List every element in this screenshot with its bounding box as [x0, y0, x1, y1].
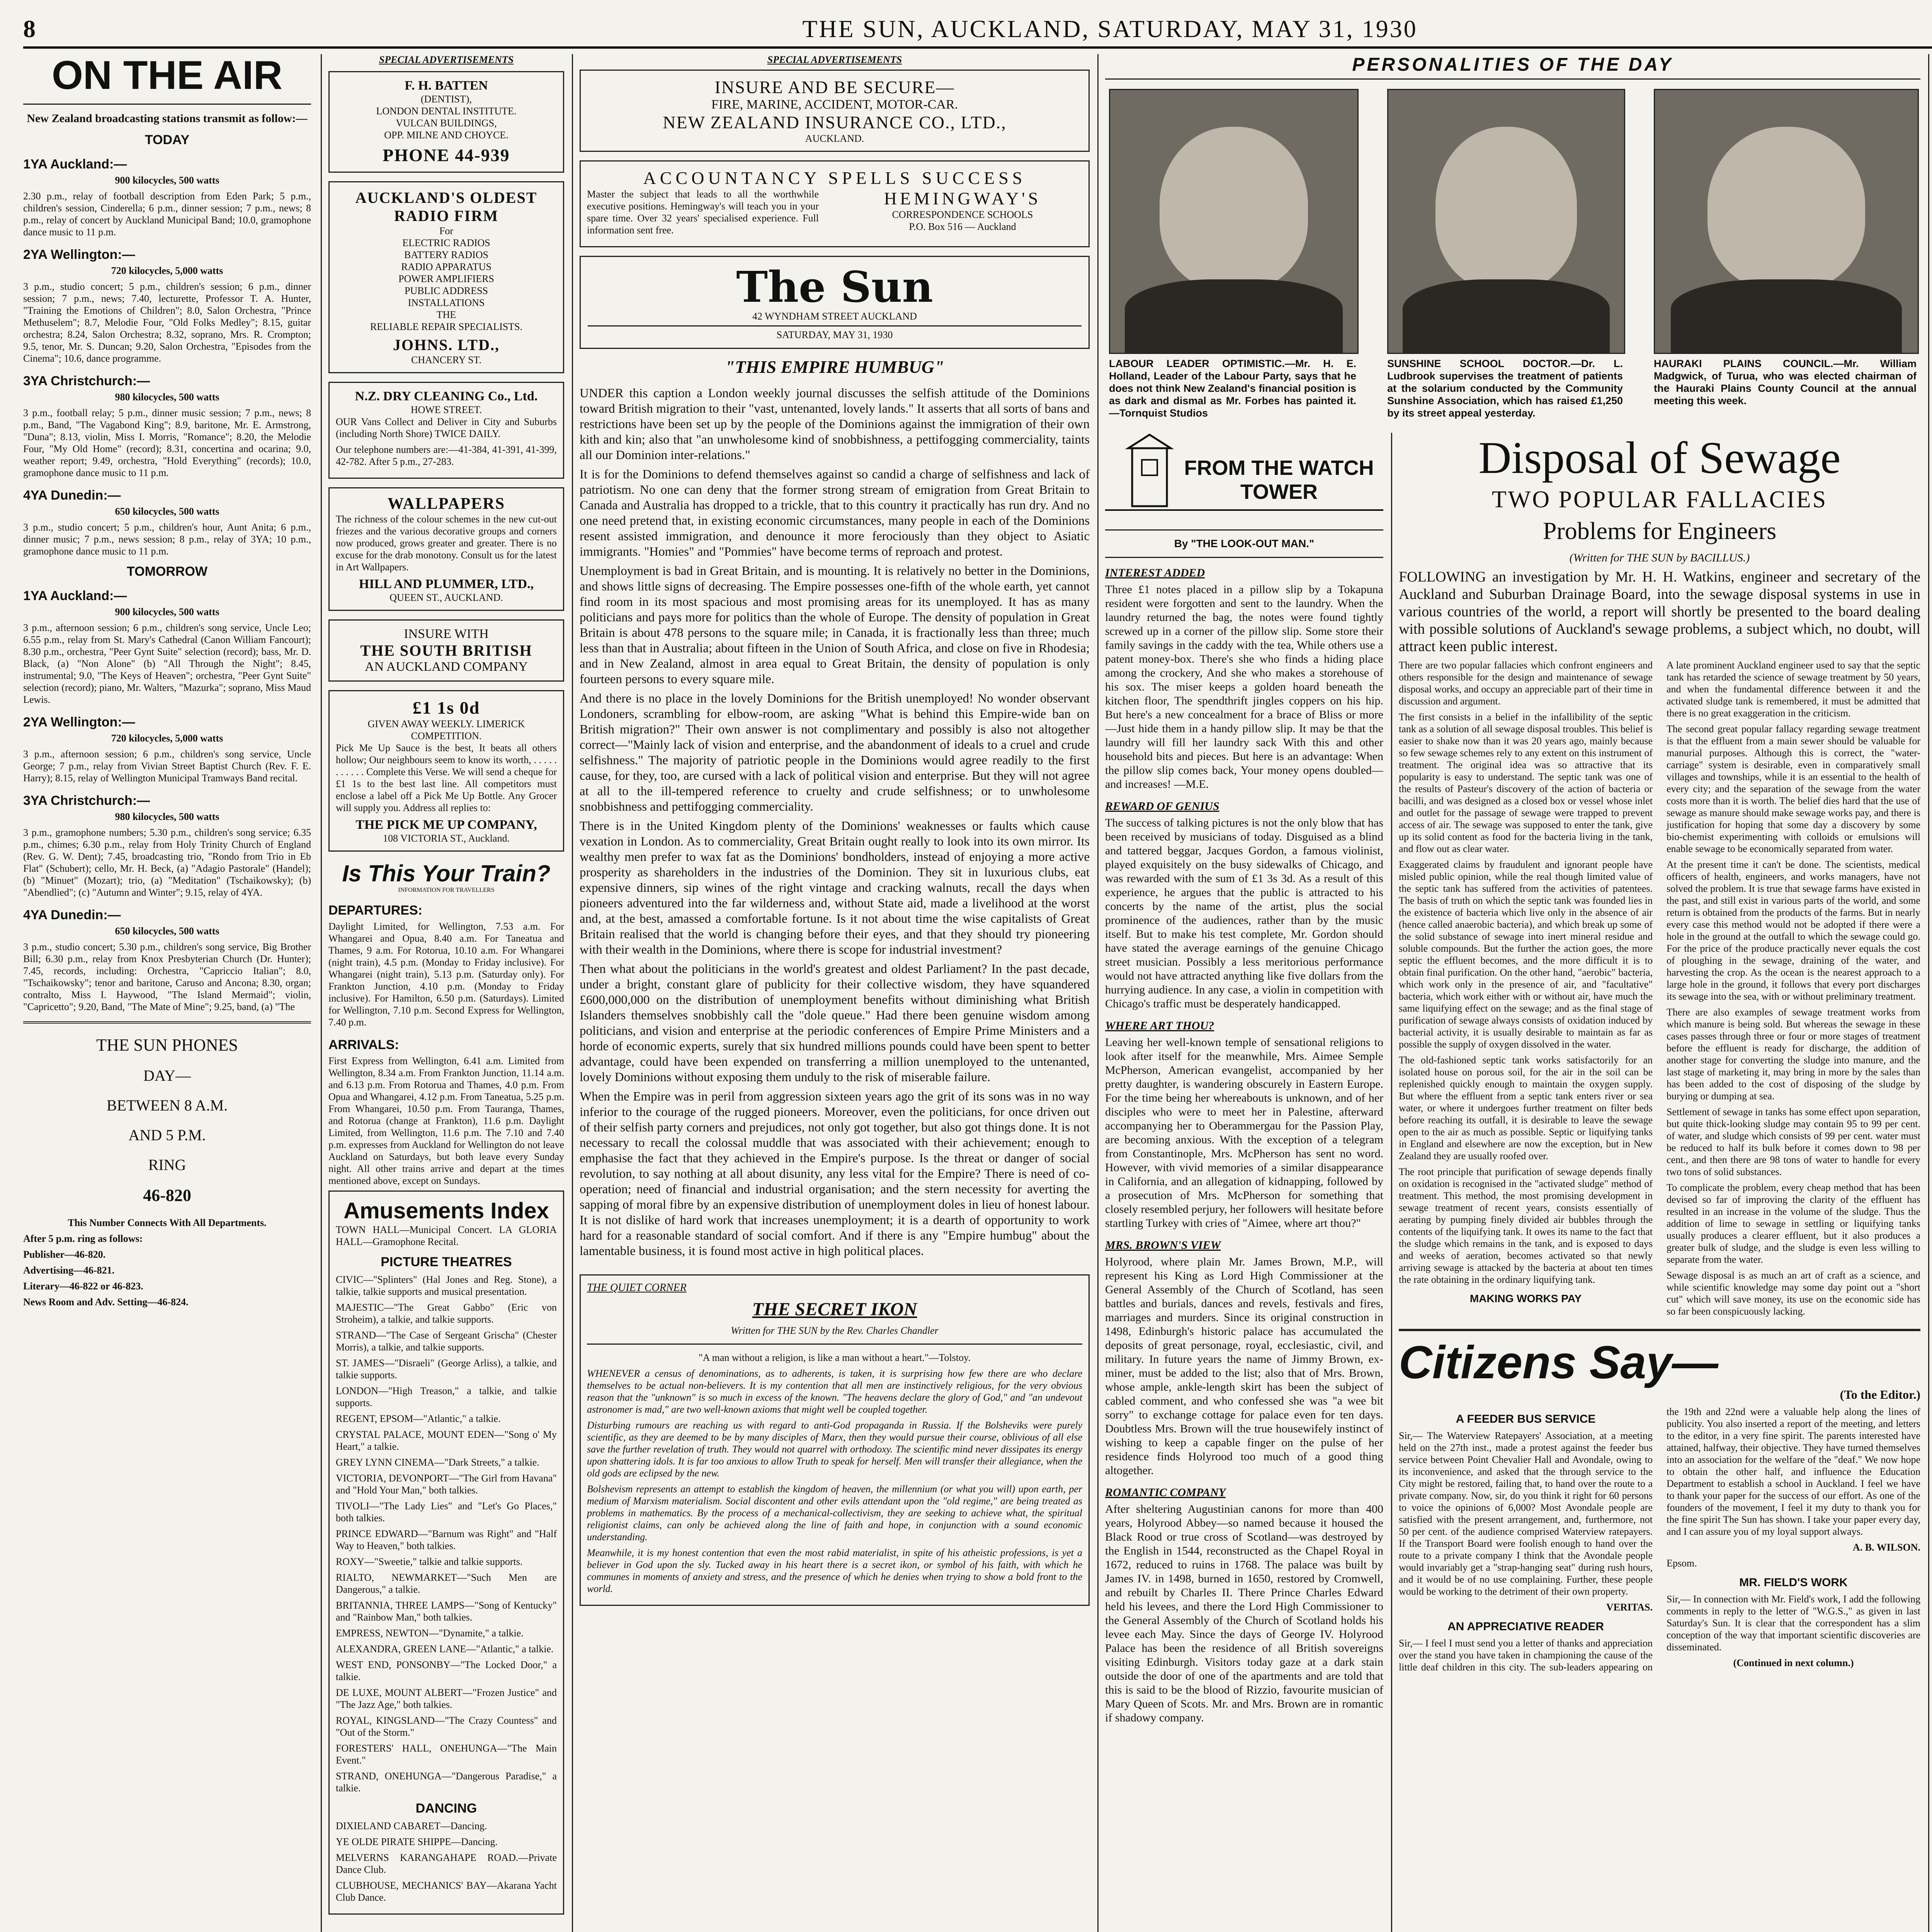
- portrait-ludbrook: [1387, 89, 1625, 354]
- station-programme: 3 p.m., gramophone numbers; 5.30 p.m., children's song service; 6.35 p.m., chimes; 6.30 p.m., relay from Holy Trinity Church of England (Rev. G. W. Dent); 7.45, broadcasting trio, "Rondo from Trio in Eb Flat" (Schubert); cello, Mr. H. Beck, (a) "Adagio Pastorale" (Handel); (b) "Minuet" (Mozart); trio, (a) "Meditation" (Tschaikowsky); (b) "Abendlied"; (c) "Autumn and Winter"; 9.15, relay of 4YA.: [23, 827, 311, 898]
- station-name: 2YA Wellington:—: [23, 715, 135, 730]
- phones-ring: RING: [148, 1156, 186, 1173]
- given-away: GIVEN AWAY WEEKLY. LIMERICK COMPETITION.: [367, 718, 525, 742]
- amusement-item: RIALTO, NEWMARKET—"Such Men are Dangerous," a talkie.: [336, 1572, 557, 1595]
- amusements-title: Amusements Index: [344, 1198, 549, 1223]
- station-list-tomorrow: [23, 588, 311, 1013]
- divider: [1105, 557, 1383, 558]
- insure-with: INSURE WITH: [404, 627, 489, 641]
- section-title: ROMANTIC COMPANY: [1105, 1486, 1226, 1499]
- personalities-title: PERSONALITIES OF THE DAY: [1105, 54, 1920, 80]
- station-block: [23, 488, 311, 557]
- radio-firm: JOHNS. LTD.,: [393, 336, 500, 354]
- letter-text: Sir,— I feel I must send you a letter of thanks and appreciation over the stand you have taken in championing the cause of the little deaf children in this city. The sub-leaders appearing on the 19th and 22nd were a valuable help along the lines of publicity. You also inserted a report of the meeting, and letters to the editor, in a very fine spirit. The parents interested have attained, halfway, their objective. They have turned themselves into an association for the welfare of the "deaf." We now hope to obtain the other half, and influence the Education Department to establish a school in Auckland. I feel we have to thank your paper for the success of our effort. As one of the founders of the movement, I feel it my duty to thank you for the fine spirit The Sun has shown. I take your paper every day, and I can assure you of my loyal support always.: [1399, 1406, 1920, 1673]
- nz-insurance-ad: [580, 70, 1090, 152]
- station-power: 980 kilocycles, 500 watts: [115, 811, 219, 822]
- departures-text: Daylight Limited, for Wellington, 7.53 a.m. For Whangarei and Opua, 8.40 a.m. For Taneatua and Thames, 9 a.m. For Rotorua, 10.10 a.m. For Whangarei (night train), 4.5 p.m. (Monday to Friday inclusive). For Whangarei (night train), 5.13 p.m. (Saturday only). For Frankton Junction, 4.10 p.m. (Monday to Friday inclusive). For Hamilton, 6.50 p.m. (Saturdays). Limited for Wellington, 7.10 p.m. Second Express for Wellington, 7.40 p.m.: [328, 921, 564, 1028]
- section-title: REWARD OF GENIUS: [1105, 800, 1219, 813]
- tomorrow-label: TOMORROW: [126, 564, 207, 579]
- radio-line: THE: [436, 309, 456, 320]
- auckland-company: AN AUCKLAND COMPANY: [365, 660, 528, 674]
- train-info: [328, 860, 564, 1187]
- dancing-item: MELVERNS KARANGAHAPE ROAD.—Private Dance Club.: [336, 1852, 557, 1875]
- radio-address: CHANCERY ST.: [411, 354, 482, 366]
- sun-phones-box: [23, 1035, 311, 1308]
- amusements-top: TOWN HALL—Municipal Concert. LA GLORIA HALL—Gramophone Recital.: [336, 1224, 557, 1247]
- letter-signature: VERITAS.: [1606, 1602, 1653, 1613]
- arrivals-label: ARRIVALS:: [328, 1037, 399, 1052]
- insure-line: FIRE, MARINE, ACCIDENT, MOTOR-CAR.: [711, 97, 958, 112]
- phone-line: Advertising—46-821.: [23, 1265, 115, 1276]
- watch-tower-logo: [1105, 433, 1383, 531]
- dentist-phone: PHONE 44-939: [383, 145, 510, 165]
- amusement-item: REGENT, EPSOM—"Atlantic," a talkie.: [336, 1413, 501, 1424]
- sewage-paragraph: Sewage disposal is as much an art of craft as a science, and while scientific knowledge may some day point out a "short cut" which will save money, its use on the economic side has so far been conspicuously lacking.: [1667, 1270, 1920, 1317]
- radio-line: INSTALLATIONS: [408, 297, 485, 308]
- amusement-item: DE LUXE, MOUNT ALBERT—"Frozen Justice" and "The Jazz Age," both talkies.: [336, 1687, 557, 1710]
- phones-note: This Number Connects With All Departments.: [68, 1217, 267, 1228]
- station-name: 3YA Christchurch:—: [23, 793, 150, 808]
- secret-ikon-box: [580, 1274, 1090, 1606]
- prize-amount: £1 1s 0d: [412, 698, 480, 718]
- station-power: 650 kilocycles, 500 watts: [115, 925, 219, 937]
- pick-address: 108 VICTORIA ST., Auckland.: [383, 833, 510, 844]
- ikon-quote: "A man without a religion, is like a man without a heart."—Tolstoy.: [699, 1352, 971, 1363]
- departures-label: DEPARTURES:: [328, 903, 423, 918]
- section-text: Leaving her well-known temple of sensational religions to look after itself for the meanwhile, Mrs. Aimee Semple McPherson, American evangelist, accompanied by her pretty daughter, is wandering obscurely in Eastern Europe. For the time being her whereabouts is unknown, and of her disciples who were to meet her in Palestine, afterward accompanying her to Oberammergau for the Passion Play, are becoming anxious. With the exception of a telegram from Constantinople, Mrs. McPherson has sent no word. However, with vivid memories of a similar disappearance in California, and an allegation of kidnapping, followed by a prosecution of Mrs. McPherson for something that closely resembled perjury, her followers will hesitate before startling Turkey with cries of "Aimee, where art thou?": [1105, 1036, 1383, 1230]
- station-power: 980 kilocycles, 500 watts: [115, 391, 219, 403]
- sewage-sub1: TWO POPULAR FALLACIES: [1492, 486, 1828, 513]
- dry-cleaning-ad: [328, 382, 564, 479]
- south-british: THE SOUTH BRITISH: [360, 642, 532, 659]
- editorial-paragraph: It is for the Dominions to defend themselves against so candid a charge of selfishness and lack of patriotism. No one can deny that the former strong stream of emigration from Great Britain to Canada and Australia has dropped to a trickle, that to this country it practically has run dry. And no one need pretend that, in existing economic circumstances, many people in each of the Dominions resent assisted immigration, and denounce it more ferociously than they object to Asiatic immigrants. "Homies" and "Pommies" have become terms of reproach and protest.: [580, 468, 1090, 559]
- station-programme: 3 p.m., afternoon session; 6 p.m., children's song service, Uncle Leo; 6.55 p.m., relay from St. Mary's Cathedral (Canon William Fancourt); 8.30 p.m., orchestra, "Peer Gynt Suite" selection (record); bass, Mr. D. Black, (a) "Non Alone" (b) "All Through the Night"; 8.45, instrumental; 9.0, "The Keys of Heaven"; orchestra, "Peer Gynt Suite" selection (record); piano, Mr. Walters, "Mazurka"; soprano, Miss Maud Lewis.: [23, 622, 311, 705]
- train-subtitle: INFORMATION FOR TRAVELLERS: [398, 887, 495, 893]
- insure-line: INSURE AND BE SECURE—: [714, 77, 955, 97]
- station-name: 4YA Dunedin:—: [23, 488, 121, 503]
- on-the-air-column: [23, 54, 311, 1932]
- letter-text: Sir,— In connection with Mr. Field's work, I add the following comments in reply to the letter of "W.G.S.," as given in last Saturday's Sun. It is clear that the correspondent has a slim conception of the way that important scientific discoveries are disseminated.: [1667, 1594, 1920, 1653]
- editorial-column: [580, 54, 1090, 1932]
- amusement-item: ROXY—"Sweetie," talkie and talkie supports.: [336, 1556, 523, 1567]
- divider: [587, 1344, 1082, 1345]
- radio-line: RELIABLE REPAIR SPECIALISTS.: [370, 321, 523, 332]
- wall-title: WALLPAPERS: [388, 495, 505, 513]
- radio-title: AUCKLAND'S OLDEST RADIO FIRM: [355, 189, 537, 224]
- section-text: After sheltering Augustinian canons for more than 400 years, Holyrood Abbey—so named because it housed the Black Rood or true cross of Scotland—was destroyed by the English in 1544, reconstructed as the Chapel Royal in 1672, reduced to ruins in 1768. The palace was built by James IV. in 1498, burned in 1650, restored by Cromwell, and rebuilt by Charles II. There Prince Charles Edward held his levees, and there the Lord High Commissioner to the General Assembly of the Church of Scotland holds his levee each May. Since the days of George IV. Holyrood Palace has been the residence of all British sovereigns visiting Edinburgh. Visitors today gaze at a dark stain outside the door of one of the apartments and are told that this is said to be the blood of Rizzio, favourite musician of Mary Queen of Scots. Mr. and Mrs. Brown are in romantic if shadowy company.: [1105, 1503, 1383, 1724]
- station-programme: 3 p.m., football relay; 5 p.m., dinner music session; 7 p.m., news; 8 p.m., Band, "The Vagabond King"; 8.9, baritone, Mr. E. Armstrong, "Duna"; 8.13, violin, Miss I. Morris, "Romance"; 8.20, the Melodie Four, "My Old Home" (record); 8.31, concertina and ocarina; 9.0, weather report; 9.49, orchestra, "Hold Everything" (records); 10.0, gramophone dance music to 11 p.m.: [23, 407, 311, 478]
- dancing-item: DIXIELAND CABARET—Dancing.: [336, 1820, 487, 1832]
- column-rule: [572, 54, 573, 1932]
- amusement-item: ROYAL, KINGSLAND—"The Crazy Countess" and "Out of the Storm.": [336, 1715, 557, 1738]
- station-block: [23, 793, 311, 898]
- portrait-holland: [1109, 89, 1359, 354]
- special-ads-header: SPECIAL ADVERTISEMENTS: [379, 54, 514, 65]
- dentist-building: VULCAN BUILDINGS,: [396, 117, 497, 129]
- continued-note: (Continued in next column.): [1733, 1657, 1854, 1668]
- pick-company: THE PICK ME UP COMPANY,: [355, 818, 537, 832]
- station-name: 3YA Christchurch:—: [23, 374, 150, 388]
- pick-me-up-ad: [328, 690, 564, 852]
- station-block: [23, 157, 311, 238]
- editorial-paragraph: There is in the United Kingdom plenty of the Dominions' weaknesses or faults which cause vexation in London. As to commerciality, Great Britain ought really to look into its own mirror. Its wealthy men prefer to wax fat as the Dominions' bondholders, instead of enjoying a more active prosperity as shareholders in the industries of the Dominion. They sit in luxurious clubs, eat expensive dinners, sip wines of the right vintage and cracking walnuts, recall the days when pioneers adventured into the far wilderness and, without State aid, made a livelihood at the worst and, at the best, amassed a comfortable fortune. Is it not about time the wise capitalists of Great Britain realised that the world is changing before their eyes, and that they should try pioneering with their wealth in the Dominions, where there is scope for industrial investment?: [580, 819, 1090, 957]
- station-power: 900 kilocycles, 500 watts: [115, 606, 219, 617]
- sewage-paragraph: There are also examples of sewage treatment works from which manure is being sold. But whereas the sewage in these cases passes through three or four or more stages of treatment before the effluent is ready for discharge, the addition of another stage for converting the sludge into manure, and the last stage of marketing it, may bring in more by the sales than has been added to the cost of disposing of the sludge by burying or dumping at sea.: [1667, 1007, 1920, 1102]
- section-text: The success of talking pictures is not the only blow that has been received by musicians of today. Disguised as a blind and tattered beggar, Jacques Gordon, a famous violinist, played exquisitely on the busy sidewalks of Chicago, and was rewarded with the sum of £1 3s 3d. As a result of this experience, he argues that the public is attracted to his concerts by the name of the artist, plus the social prominence of the audiences, rather than by the music itself. But to make his test complete, Mr. Gordon should have stated the average earnings of the genuine Chicago street musician. Possibly a less meritorious performance would not have attracted anything like five dollars from the hurrying audience. In any case, a violin in competition with Chicago's traffic must be desperately handicapped.: [1105, 816, 1383, 1010]
- amusement-item: TIVOLI—"The Lady Lies" and "Let's Go Places," both talkies.: [336, 1500, 557, 1524]
- sewage-paragraph: The old-fashioned septic tank works satisfactorily for an isolated house on porous soil, for the air in the soil can be replenished quickly enough to maintain the oxygen supply. But where the effluent from a septic tank enters river or sea water, or where it undergoes further treatment on filter beds before reaching its outfall, it is desirable to leave the sewage open to the air as much as possible. Septic or liquifying tanks in England and elsewhere are now the exception, but in New Zealand they are usually roofed over.: [1399, 1054, 1653, 1162]
- divider: [23, 1021, 311, 1024]
- sewage-paragraph: The second great popular fallacy regarding sewage treatment is that the effluent from a main sewer should be valuable for manurial purposes. Although this is correct, the "water-carriage" system is desirable, even in comparatively small villages and townships, while it is an essential to the health of every city; and the separation of the sewage from the water costs more than it is worth. The belief dies hard that the use of sewage as manure should make sewage works pay, and there is justification for hoping that some day a discovery by some bio-chemist experimenting with colloids or emulsions will enable sewage to be economically separated from water.: [1667, 723, 1920, 854]
- ikon-paragraph: WHENEVER a census of denominations, as to adherents, is taken, it is surprising how few there are who declare themselves to be actual non-believers. It is my contention that all men are instinctively religious, for the very obvious reason that the "unknown" is so much in excess of the known. "The heavens declare the glory of God," and "an undevout astronomer is mad," are two well-known axioms that might well be coupled together.: [587, 1368, 1082, 1415]
- station-block: [23, 374, 311, 479]
- station-block: [23, 715, 311, 784]
- logo-address: 42 WYNDHAM STREET AUCKLAND: [752, 311, 917, 322]
- masthead-title: THE SUN, AUCKLAND, SATURDAY, MAY 31, 1930: [802, 15, 1418, 43]
- editorial-paragraph: When the Empire was in peril from aggression sixteen years ago the grit of its sons was in no way inferior to the courage of the rugged pioneers. Moreover, even the politicians, for once driven out of their selfish party corners and prejudices, not only got together, but also got things done. It is not necessary to recall the colossal muddle that was associated with their achievement; enough to emphasise the fact that they achieved in the Empire's purpose. Is the threat or danger of social revolution, to say nothing at all about disunity, any less vital for the Empire? There is need of co-operation; need of financial and industrial organisation; and the stern necessity for averting the sapping of moral fibre by an expensive distribution of unemployment doles in lieu of honest labour. It is not dislike of hard work that increases unemployment; it is a dearth of opportunity to work hard for a reasonable standard of social comfort. And if there is any "Empire humbug" about the lamentable business, it is found most active in high political places.: [580, 1090, 1090, 1258]
- acct-firm: HEMINGWAY'S: [884, 189, 1041, 208]
- editorial-paragraph: UNDER this caption a London weekly journal discusses the selfish attitude of the Dominions toward British migration to their "vast, untenanted, lovely lands." It asserts that all sorts of bans and restrictions have been set up by the people of the Dominions against the immigration of their own kith and kin; also that "an unwholesome kind of snobbishness, a pettifogging commerciality, taints all our Dominion inter-relations.": [580, 386, 1090, 462]
- watch-tower-byline: By "THE LOOK-OUT MAN.": [1174, 537, 1315, 549]
- phones-number: 46-820: [143, 1186, 191, 1205]
- station-block: [23, 908, 311, 1013]
- phones-and: AND 5 P.M.: [128, 1126, 206, 1144]
- personalities-section: [1105, 54, 1920, 80]
- caption-madgwick: HAURAKI PLAINS COUNCIL.—Mr. William Madgwick, of Turua, who was elected chairman of the Hauraki Plains County Council at the annual meeting this week.: [1654, 358, 1917, 406]
- editorial-paragraph: Then what about the politicians in the world's greatest and oldest Parliament? In the past decade, under a bright, constant glare of publicity for their collective wisdom, they have squandered £600,000,000 on the distribution of unemployment benefits without diminishing what British Islanders themselves snobbishly call the "dole queue." Had there been genuine wisdom among politicians, and vision and enterprise at the periodic conferences of Empire Prime Ministers and a horde of economic experts, surely that six hundred millions pounds could have been spent to better advantage, could have been expended on transferring a million unemployed to the untenanted, lovely Dominions without exposing them unduly to the risk of miserable failure.: [580, 962, 1090, 1084]
- citizens-say-section: [1399, 1329, 1920, 1673]
- picture-theatres: PICTURE THEATRES: [381, 1255, 512, 1269]
- special-ads-header: SPECIAL ADVERTISEMENTS: [767, 54, 902, 65]
- page-number: 8: [23, 15, 36, 43]
- station-name: 2YA Wellington:—: [23, 247, 135, 262]
- dentist-institute: LONDON DENTAL INSTITUTE.: [376, 105, 517, 117]
- dry-address: HOWE STREET.: [410, 404, 482, 415]
- sewage-intro: FOLLOWING an investigation by Mr. H. H. Watkins, engineer and secretary of the Auckland and Suburban Drainage Board, into the sewage disposal systems in use in various countries of the world, a report will shortly be presented to the board dealing with possible solutions of Auckland's sewage problems, a subject which, no doubt, will attract keen public interest.: [1399, 569, 1920, 655]
- station-name: 1YA Auckland:—: [23, 588, 127, 603]
- letter-title: AN APPRECIATIVE READER: [1447, 1620, 1604, 1633]
- dancing-item: CLUBHOUSE, MECHANICS' BAY—Akarana Yacht Club Dance.: [336, 1880, 557, 1903]
- dancing-label: DANCING: [415, 1801, 477, 1816]
- dentist-address: OPP. MILNE AND CHOYCE.: [384, 129, 509, 141]
- station-programme: 2.30 p.m., relay of football description from Eden Park; 5 p.m., children's session, Cinderella; 6 p.m., dinner session; 7 p.m., news; 8 p.m., relay of concert by Auckland Municipal Band; 10.0, gramophone dance music to 11 p.m.: [23, 190, 311, 238]
- dentist-title: (DENTIST),: [420, 94, 472, 105]
- station-name: 1YA Auckland:—: [23, 157, 127, 172]
- logo-date: SATURDAY, MAY 31, 1930: [588, 325, 1082, 341]
- amusement-item: STRAND—"The Case of Sergeant Grischa" (Chester Morris), a talkie, and talkie supports.: [336, 1330, 557, 1353]
- amusement-item: MAJESTIC—"The Great Gabbo" (Eric von Stroheim), a talkie, and talkie supports.: [336, 1302, 557, 1325]
- station-block: [23, 588, 311, 706]
- broadcast-intro: New Zealand broadcasting stations transmit as follow:—: [27, 112, 308, 125]
- phones-day: DAY—: [143, 1067, 191, 1084]
- letter-signature: A. B. WILSON.: [1852, 1542, 1920, 1553]
- limerick-text: Pick Me Up Sauce is the best, It beats all others hollow; Our neighbours seem to know its worth, . . . . . . . . . . . Complete this Verse. We will send a cheque for £1 1s to the best last line. All competitors must enclose a label off a Pick Me Up Bottle. Any Grocer will supply you. Address all replies to:: [336, 742, 557, 813]
- today-label: TODAY: [145, 133, 190, 147]
- radio-line: PUBLIC ADDRESS: [405, 285, 488, 296]
- sewage-byline: (Written for THE SUN by BACILLUS.): [1569, 551, 1750, 564]
- sun-logo: The Sun: [736, 262, 933, 312]
- amusement-item: EMPRESS, NEWTON—"Dynamite," a talkie.: [336, 1628, 524, 1639]
- editorial-title: "THIS EMPIRE HUMBUG": [725, 357, 944, 377]
- acct-text: Master the subject that leads to all the worthwhile executive positions. Hemingway's will teach you in your spare time. Over 32 years' specialised experience. Full information sent free.: [587, 189, 819, 236]
- amusement-item: FORESTERS' HALL, ONEHUNGA—"The Main Event.": [336, 1743, 557, 1766]
- station-name: 4YA Dunedin:—: [23, 908, 121, 922]
- amusement-item: VICTORIA, DEVONPORT—"The Girl from Havana" and "Hold Your Man," both talkies.: [336, 1473, 557, 1496]
- amusement-item: STRAND, ONEHUNGA—"Dangerous Paradise," a talkie.: [336, 1770, 557, 1794]
- caption-ludbrook: SUNSHINE SCHOOL DOCTOR.—Dr. L. Ludbrook supervises the treatment of patients at the solarium conducted by the Community Sunshine Association, which has raised £1,250 by its street appeal yesterday.: [1387, 358, 1623, 419]
- portrait-madgwick: [1654, 89, 1919, 354]
- sewage-paragraph: There are two popular fallacies which confront engineers and others responsible for the design and maintenance of sewage disposal works, and occupy an appreciable part of their time in discussion and argument.: [1399, 660, 1653, 707]
- hemingway-ad: [580, 160, 1090, 247]
- dry-title: N.Z. DRY CLEANING Co., Ltd.: [355, 389, 538, 403]
- on-the-air-heading: ON THE AIR: [51, 54, 283, 98]
- south-british-ad: [328, 619, 564, 682]
- amusement-item: WEST END, PONSONBY—"The Locked Door," a talkie.: [336, 1659, 557, 1682]
- sewage-paragraph: Exaggerated claims by fraudulent and ignorant people have misled public opinion, while the real though limited value of the septic tank has suffered from the activities of patentees. The basis of truth on which the septic tank was founded lies in the existence of bacteria which live only in the absence of air (hence called anaerobic bacteria), and which break up some of the solid substance of sewage into inert mineral residue and soluble compounds. But the further the action goes, the more septic the effluent becomes, and the more difficult it is to obtain final purification. On the other hand, "aerobic" bacteria, which work only in the presence of air, and "facultative" bacteria, which work either with or without air, have much the same liquifying effect on the sewage; and as the final stage of purification of sewage always consists of oxidation induced by bacterial activity, it is usually desirable to maintain as far as possible the supply of oxygen dissolved in the water.: [1399, 859, 1653, 1050]
- column-rule: [1928, 54, 1929, 1932]
- editorial-paragraph: Unemployment is bad in Great Britain, and is mounting. It is relatively no better in the Dominions, and shows little signs of decreasing. The Empire possesses one-fifth of the whole earth, yet cannot find room in its most spacious and most promising areas for its unemployed. It has as many politicians and pays more for politics than the whole of Europe. The density of population in Great Britain is about 478 persons to the square mile; in Canada, it is fractionally less than three; much less than that in Australia; about fifteen in the Union of South Africa, and close on five in Rhodesia; and in New Zealand, almost in area equal to Great Britain, the density of population is only fourteen persons to every square mile.: [580, 564, 1090, 686]
- amusements-index: [328, 1190, 564, 1915]
- sewage-paragraph: To complicate the problem, every cheap method that has been devised so far of improving the clarity of the effluent has resulted in an increase in the volume of the sludge. Thus the addition of lime to sewage in settling or liquifying tanks usually produces a clearer effluent, but it also produces a greater bulk of sludge, and the sludge is even less willing to separate from the water.: [1667, 1182, 1920, 1265]
- wallpapers-ad: [328, 487, 564, 611]
- radio-firm-ad: [328, 181, 564, 373]
- dentist-name: F. H. BATTEN: [405, 78, 488, 93]
- after-hours: After 5 p.m. ring as follows:: [23, 1233, 143, 1244]
- sewage-body: [1399, 659, 1920, 1317]
- wall-text: The richness of the colour schemes in the new cut-out friezes and the various decorative groups and corners now produced, grows greater and greater. There is no excuse for the drab monotony. Consult us for the latest in Art Wallpapers.: [336, 514, 557, 573]
- citizens-title: Citizens Say—: [1399, 1337, 1718, 1388]
- watch-tower-title: FROM THE WATCH TOWER: [1184, 456, 1374, 503]
- radio-line: RADIO APPARATUS: [401, 261, 492, 272]
- station-power: 900 kilocycles, 500 watts: [115, 175, 219, 186]
- ikon-paragraph: Bolshevism represents an attempt to establish the kingdom of heaven, the millennium (or what you will) upon earth, per medium of Marxism materialism. Social discontent and other evils attendant upon the "old regime," are being treated as problems in mathematics. By the process of a mechanical-collectivism, they are seeking to achieve what, the spiritual religionist claims, can only be achieved along the line of faith and hope, in conjunction with a sound economic understanding.: [587, 1483, 1082, 1543]
- section-title: WHERE ART THOU?: [1105, 1019, 1214, 1032]
- to-editor: (To the Editor.): [1840, 1388, 1920, 1401]
- phones-title: THE SUN PHONES: [96, 1036, 238, 1054]
- dry-text: OUR Vans Collect and Deliver in City and Suburbs (including North Shore) TWICE DAILY.: [336, 416, 557, 439]
- ikon-paragraph: Meanwhile, it is my honest contention that even the most rabid materialist, in spite of his atheistic professions, is yet a believer in God upon the sly. Tucked away in his heart there is a secret ikon, or symbol of his faith, with which he communes in moments of anxiety and stress, and the presence of which he denies when trying to show a bold front to the world.: [587, 1547, 1082, 1594]
- ikon-title: THE SECRET IKON: [752, 1299, 917, 1320]
- newspaper-page: [23, 12, 1932, 1932]
- station-programme: 3 p.m., afternoon session; 6 p.m., children's song service, Uncle George; 7 p.m., relay from Vivian Street Baptist Church (Rev. F. E. Harry); 8.15, relay of Wellington Municipal Tramways Band recital.: [23, 748, 311, 784]
- sewage-paragraph: Settlement of sewage in tanks has some effect upon separation, but quite thick-looking sludge may contain 95 to 99 per cent. of water, and sludge which consists of 99 per cent. water must be reduced to half its bulk before it comes down to 98 per cent., and then there are 98 tons of water to handle for every two tons of solid substances.: [1667, 1106, 1920, 1177]
- sewage-paragraph: At the present time it can't be done. The scientists, medical officers of health, engineers, and works managers, have not solved the problem. It is true that sewage farms have existed in the past, and still exist in various parts of the world, and some return is obtained from the products of the farms. But in nearly every case this method would not be adopted if there were a hole in the ground at the outfall to which the sewage could go. For the price of the produce practically never equals the cost of ploughing in the sewage, draining of the water, and harvesting the crop. As the ocean is the nearest approach to a large hole in the ground, it follows that every port discharges its sewage into the sea, with or without preliminary treatment.: [1667, 859, 1920, 1002]
- hill-name: HILL AND PLUMMER, LTD.,: [359, 577, 534, 591]
- insure-line: NEW ZEALAND INSURANCE CO., LTD.,: [663, 112, 1007, 132]
- phones-between: BETWEEN 8 A.M.: [106, 1097, 228, 1114]
- amusement-item: GREY LYNN CINEMA—"Dark Streets," a talkie.: [336, 1457, 539, 1468]
- amusement-item: BRITANNIA, THREE LAMPS—"Song of Kentucky" and "Rainbow Man," both talkies.: [336, 1600, 557, 1623]
- ikon-paragraph: Disturbing rumours are reaching us with regard to anti-God propaganda in Russia. If the Bolsheviks were purely scientific, as they are deemed to be by many disciples of Marx, then they would pursue their course, oblivious of all else save the further revelation of truth. They would not quarrel with orthodoxy. The scientific mind never dissipates its energy upon shattering idols. It is far too anxious to allow Truth to speak for herself. Men will transfer their allegiance, when the old gods are eclipsed by the new.: [587, 1420, 1082, 1479]
- radio-line: POWER AMPLIFIERS: [398, 273, 494, 284]
- section-title: INTEREST ADDED: [1105, 566, 1205, 579]
- sewage-title: Disposal of Sewage: [1478, 433, 1841, 483]
- station-list-today: [23, 157, 311, 557]
- sewage-sub2: Problems for Engineers: [1543, 517, 1777, 544]
- column-rule: [321, 54, 322, 1932]
- masthead: [23, 12, 1932, 49]
- amusement-item: LONDON—"High Treason," a talkie, and talkie supports.: [336, 1385, 557, 1408]
- radio-line: ELECTRIC RADIOS: [402, 237, 490, 248]
- sewage-paragraph: A late prominent Auckland engineer used to say that the septic tank has retarded the science of sewage treatment by 50 years, and when the fundamental difference between it and the activated sludge tank is remembered, it must be admitted that there is no great exaggeration in the criticism.: [1667, 660, 1920, 719]
- station-power: 650 kilocycles, 500 watts: [115, 506, 219, 517]
- arrivals-text: First Express from Wellington, 6.41 a.m. Limited from Wellington, 8.34 a.m. From Frankton Junction, 11.14 a.m. and 6.13 p.m. From Rotorua and Thames, 4.0 p.m. From Opua and Whangarei, 4.12 p.m. From Taneatua, 5.25 p.m. From Whangarei, 10.50 p.m. From Tauranga, Thames, and Rotorua (change at Frankton), 11.6 p.m. Daylight Limited, from Wellington, 11.6 p.m. The 7.10 and 7.40 p.m. expresses from Auckland for Wellington do not leave Auckland on Saturdays, but both leave every Sunday night. All other trains arrive and depart at the times mentioned above, except on Sundays.: [328, 1055, 564, 1186]
- amusement-item: ST. JAMES—"Disraeli" (George Arliss), a talkie, and talkie supports.: [336, 1357, 557, 1381]
- watch-tower-column: [1105, 433, 1383, 1932]
- letter-title: MR. FIELD'S WORK: [1739, 1576, 1848, 1589]
- section-text: Holyrood, where plain Mr. James Brown, M.P., will represent his King as Lord High Commissioner at the General Assembly of the Church of Scotland, has seen battles and burials, dances and revels, festivals and fires, marriages and murders. Since its original construction in 1498, Edinburgh's historic palace has accumulated the deposits of great personage, royal, ecclesiastic, civil, and military. In future years the name of Jimmy Brown, ex-miner, must be added to the list; also that of Mrs. Brown, whose ample, ankle-length skirt has been the subject of cabled comment, and who confessed she was "a wee bit sorry" to exchange cottage for palace even for ten days. Doubtless Mrs. Brown will the true housewifely instinct of wishing to keep a capable finger on the pulse of her residence finds Holyrood too much of a good thing altogether.: [1105, 1255, 1383, 1477]
- insure-line: AUCKLAND.: [805, 133, 864, 144]
- station-programme: 3 p.m., studio concert; 5 p.m., children's hour, Aunt Anita; 6 p.m., dinner music; 7 p.m., news session; 8 p.m., relay of 3YA; 10 p.m., gramophone dance music to 11 p.m.: [23, 522, 311, 557]
- section-text: Three £1 notes placed in a pillow slip by a Tokapuna resident were forgotten and sent to the laundry. When the laundry returned the bag, the notes were found tightly screwed up in a corner of the pillow slip. Some store their family savings in the caddy with the tea, While others use a patent money-box. There's she who finds a hiding place among the crockery, And she who makes a storehouse of his sox. The miser keeps a golden hoard beneath the kitchen floor, The spendthrift jingles coppers on his hip. But here's a new concealment for a brace of Bliss or more—Just hide them in a handy pillow slip. It may be that the laundry will fill her laundry sack With this and other household bits and pieces. But here is an advantage: When the pillow slip comes back, Your money opens doubled—and increases! —M.E.: [1105, 583, 1383, 791]
- making-works-pay: MAKING WORKS PAY: [1469, 1293, 1582, 1304]
- amusement-item: CIVIC—"Splinters" (Hal Jones and Reg. Stone), a talkie, talkie supports and musical presentation.: [336, 1274, 557, 1297]
- station-programme: 3 p.m., studio concert; 5 p.m., children's session; 6 p.m., dinner session; 7 p.m., news; 7.40, lecturette, Professor T. A. Hunter, "Training the Emotions of Children"; 8.0, Salon Orchestra, "Prince Methuselem"; 8.7, Melodie Four, "Old Folks Medley"; 8.15, guitar orchestra; 8.24, Salon Orchestra; 8.32, soprano, Mrs. R. Crompton; 9.5, tenor, Mr. S. Duncan; 9.20, Salon Orchestra, "Episodes from the Cinema"; 10.6, dance programme.: [23, 281, 311, 364]
- sewage-paragraph: The root principle that purification of sewage depends finally on oxidation is recognised in the "activated sludge" method of treatment. This method, the most promising development in sewage treatment of recent years, consists essentially of aerating by pumping finely divided air bubbles through the contents of the liquifying tank. It owes its name to the fact that the sludge which remains in the tank, and is exposed to days and weeks of aeration, becomes activated so that newly arriving sewage is attacked by the bacteria at about ten times the rate obtaining in the ordinary liquifying tank.: [1399, 1166, 1653, 1285]
- hill-address: QUEEN ST., AUCKLAND.: [389, 592, 503, 603]
- dancing-item: YE OLDE PIRATE SHIPPE—Dancing.: [336, 1836, 498, 1847]
- column-rule: [1391, 433, 1392, 1932]
- station-programme: 3 p.m., studio concert; 5.30 p.m., children's song service, Big Brother Bill; 6.30 p.m., relay from Knox Presbyterian Church (Dr. Hunter); 7.45, records, including: Orchestra, "Capriccio Italian"; 8.0, "Tschaikowsky"; tenor and baritone, Caruso and Ancona; 8.30, organ; contralto, Miss I. Haywood, "The Island Mermaid"; violin, "Capricetto"; 9.20, Band, "The Mate of Mine"; 9.25, band, (a) "The: [23, 941, 311, 1012]
- dry-phones: Our telephone numbers are:—41-384, 41-391, 41-399, 42-782. After 5 p.m., 27-283.: [336, 444, 557, 467]
- phone-line: Literary—46-822 or 46-823.: [23, 1281, 143, 1292]
- acct-firm2: CORRESPONDENCE SCHOOLS: [892, 209, 1033, 220]
- acct-title: ACCOUNTANCY SPELLS SUCCESS: [643, 168, 1026, 188]
- letter-text: Sir,— The Waterview Ratepayers' Association, at a meeting held on the 27th inst., made a protest against the feeder bus service between Point Chevalier Hall and Avondale, owing to its inconvenience, and asked that the through service to the City might be restored, failing that, to hand over the route to a private company. Now, sir, do you think it right for 60 persons to voice the opinions of 6,000? Most Avondale people are satisfied with the present arrangement, and, furthermore, not 50 per cent. of the audience comprised Waterview ratepayers. If the Transport Board were foolish enough to hand over the route to a private company I think that the Avondale people would invariably get a "strap-hanging seat" during rush hours, and it would be of no use complaining. Further, these people would be working to the detriment of their own property.: [1399, 1430, 1653, 1597]
- acct-box: P.O. Box 516 — Auckland: [909, 221, 1016, 232]
- caption-holland: LABOUR LEADER OPTIMISTIC.—Mr. H. E. Holland, Leader of the Labour Party, says that he does not think New Zealand's financial position is as dark and dismal as Mr. Forbes has painted it. —Tornquist Studios: [1109, 358, 1356, 419]
- phone-line: News Room and Adv. Setting—46-824.: [23, 1296, 189, 1308]
- amusement-item: PRINCE EDWARD—"Barnum was Right" and "Half Way to Heaven," both talkies.: [336, 1528, 557, 1551]
- ikon-byline: Written for THE SUN by the Rev. Charles Chandler: [731, 1325, 939, 1336]
- editorial-paragraph: And there is no place in the lovely Dominions for the British unemployed! No wonder observant Londoners, scrambling for elbow-room, are asking "What is behind this Empire-wide ban on British migration?" Their own answer is not complimentary and possibly is also not altogether correct—"Mainly lack of vision and enterprise, and the abandonment of ideals to a cruel and crude selfishness." The majority of patriotic people in the Dominions would agree readily to the first cause, for they, too, are cursed with a lack of political vision and enterprise. But they will not agree at all to the ill-tempered reference to cruelty and crude selfishness; or to unwholesome snobbishness and pettifogging commerciality.: [580, 692, 1090, 814]
- phone-line: Publisher—46-820.: [23, 1249, 106, 1260]
- sewage-paragraph: The first consists in a belief in the infallibility of the septic tank as a solution of all sewage disposal troubles. This belief is easier to shake now than it was 20 years ago, mainly because so few sewage schemes rely to any extent on this instrument of treatment. The original idea was so attractive that its popularity is easy to understand. The septic tank was one of the results of Pasteur's discovery of the action of bacteria or bacilli, and was designed as a closed box or vessel whose inlet and outlet for the passage of sewage were trapped to prevent access of air. The sewage was supposed to enter the tank, give up its solid content as food for the bacteria living in the tank, and flow out as clear water.: [1399, 711, 1653, 854]
- sewage-column: [1399, 433, 1920, 1932]
- letter-title: A FEEDER BUS SERVICE: [1456, 1413, 1596, 1425]
- sun-logo-box: [580, 256, 1090, 349]
- batten-dentist-ad: [328, 71, 564, 173]
- letters-body: [1399, 1406, 1920, 1673]
- radio-line: BATTERY RADIOS: [404, 249, 488, 260]
- divider: [23, 104, 311, 105]
- station-power: 720 kilocycles, 5,000 watts: [111, 265, 223, 276]
- quiet-corner: THE QUIET CORNER: [587, 1282, 687, 1294]
- letter-place: Epsom.: [1667, 1558, 1697, 1569]
- amusement-item: CRYSTAL PALACE, MOUNT EDEN—"Song o' My Heart," a talkie.: [336, 1429, 557, 1452]
- section-title: MRS. BROWN'S VIEW: [1105, 1239, 1221, 1252]
- station-power: 720 kilocycles, 5,000 watts: [111, 733, 223, 744]
- column-rule: [1097, 54, 1099, 1932]
- station-block: [23, 247, 311, 364]
- train-title: Is This Your Train?: [342, 861, 551, 886]
- amusement-item: ALEXANDRA, GREEN LANE—"Atlantic," a talkie.: [336, 1643, 554, 1655]
- radio-line: For: [439, 225, 454, 236]
- special-ads-column: [328, 54, 564, 1932]
